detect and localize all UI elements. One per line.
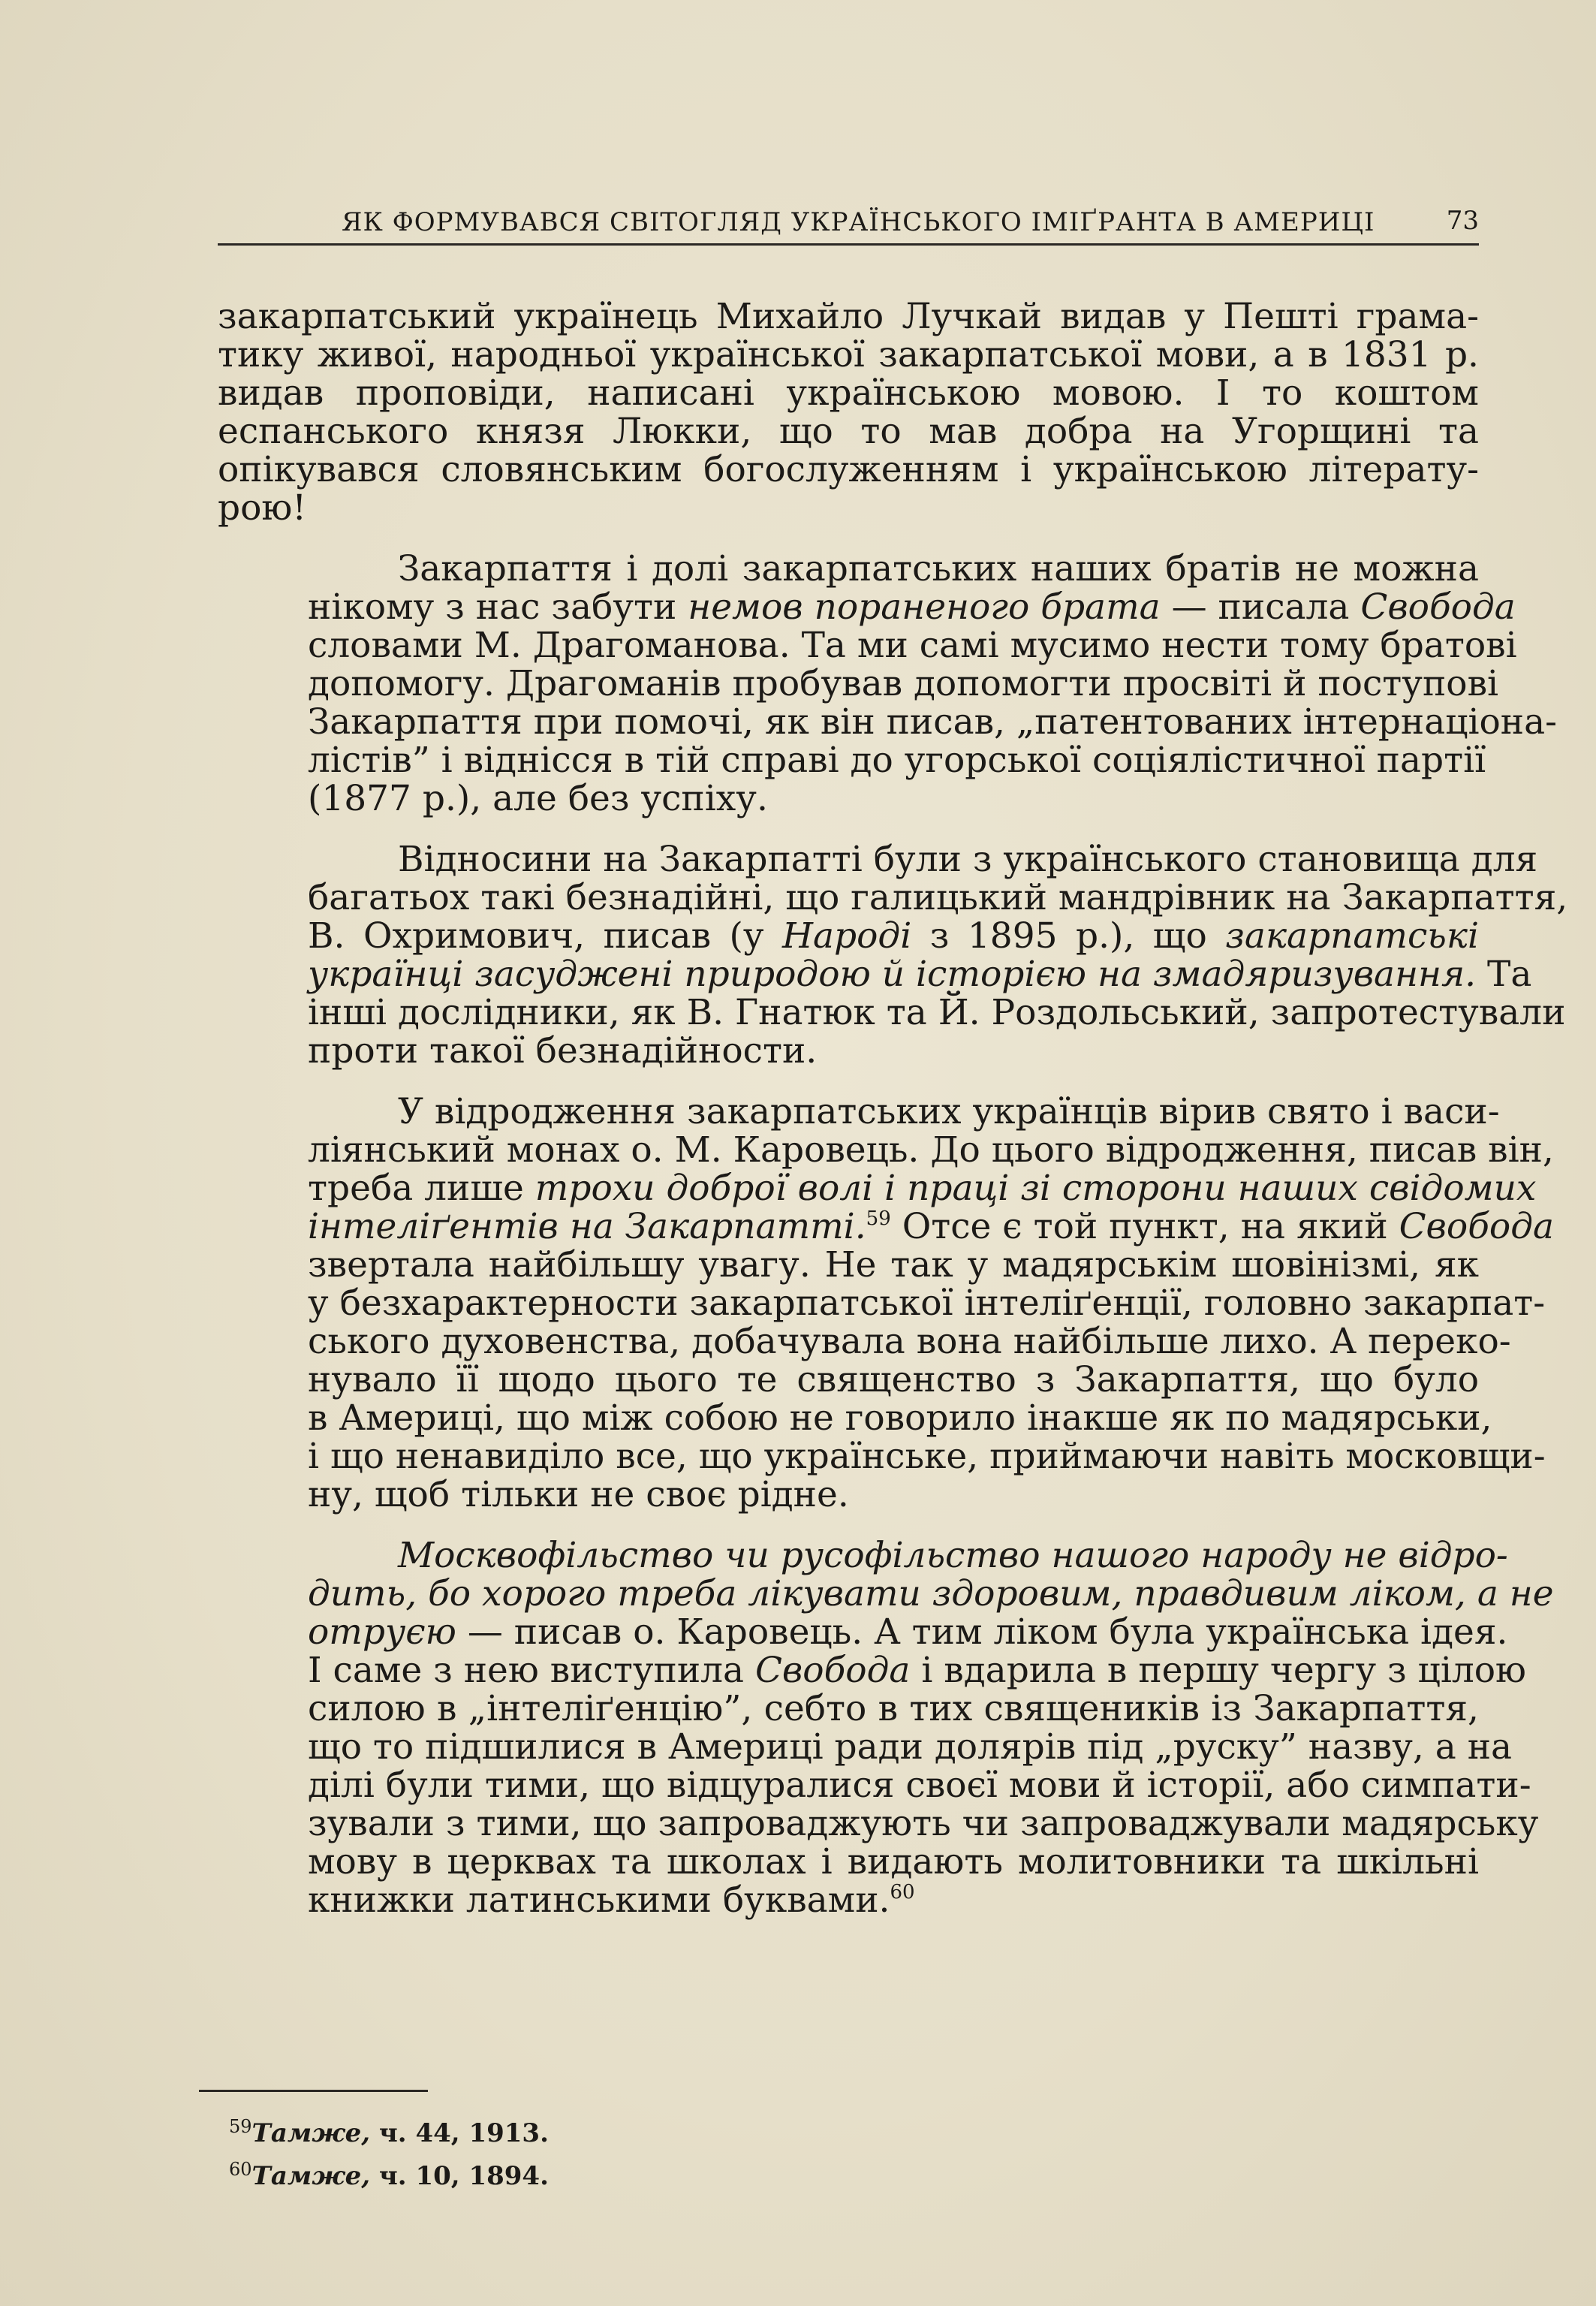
text-line bbox=[218, 1881, 1479, 1919]
italic-text: Народі bbox=[782, 915, 912, 957]
text-line bbox=[218, 992, 1566, 1033]
text-line bbox=[218, 1436, 1546, 1477]
italic-text: отруєю bbox=[308, 1611, 456, 1653]
text-line bbox=[218, 663, 1499, 704]
text-run: (1877 р.), але без успіху. bbox=[308, 778, 768, 819]
running-title: ЯК ФОРМУВАВСЯ СВІТОГЛЯД УКРАЇНСЬКОГО ІМІҐРАНТА В АМЕРИЦІ bbox=[342, 207, 1375, 237]
text-run: з 1895 р.), що bbox=[911, 915, 1226, 957]
text-run: ділі були тими, що відцуралися своєї мови й історії, або симпати- bbox=[308, 1765, 1531, 1806]
text-run: — писала bbox=[1160, 586, 1361, 628]
italic-text: трохи доброї волі і праці зі сторони наших свідомих bbox=[535, 1168, 1537, 1209]
footnote-detail: ч. 44, 1913. bbox=[370, 2118, 549, 2148]
italic-text: інтеліґентів на Закарпатті. bbox=[308, 1206, 866, 1247]
text-line bbox=[218, 1476, 1479, 1514]
text-run: еспанського князя Люкки, що то мав добра на Угорщині та bbox=[218, 411, 1479, 452]
text-line bbox=[218, 550, 1479, 588]
paragraph bbox=[218, 297, 1479, 527]
text-line bbox=[218, 839, 1538, 880]
footnote-source: Тамже, bbox=[251, 2118, 371, 2148]
text-line bbox=[218, 336, 1479, 374]
text-run: тику живої, народньої української закарпатської мови, а в 1831 р. bbox=[218, 334, 1479, 375]
text-line bbox=[218, 954, 1532, 995]
text-line bbox=[218, 1611, 1508, 1653]
text-run: у безхарактерности закарпатської інтеліґенції, головно закарпат- bbox=[308, 1283, 1546, 1324]
paragraph bbox=[218, 839, 1568, 1072]
text-line bbox=[218, 1283, 1546, 1324]
text-line bbox=[218, 1129, 1554, 1171]
text-line bbox=[218, 297, 1479, 336]
text-run: треба лише bbox=[308, 1168, 535, 1209]
text-line bbox=[218, 1032, 1479, 1070]
text-line bbox=[218, 489, 1479, 527]
text-run: Закарпаття і долі закарпатських наших братів не можна bbox=[398, 548, 1479, 589]
running-header bbox=[218, 201, 1479, 246]
text-run: нікому з нас забути bbox=[308, 586, 688, 628]
footnote-source: Тамже, bbox=[251, 2161, 371, 2191]
text-run: — писав о. Каровець. А тим ліком була українська ідея. bbox=[456, 1611, 1508, 1653]
text-run: що то підшилися в Америці ради долярів під „руску” назву, а на bbox=[308, 1726, 1513, 1768]
text-line bbox=[218, 1650, 1526, 1691]
text-run: інші дослідники, як В. Гнатюк та Й. Роздольський, запротестували bbox=[308, 992, 1566, 1033]
text-run: ліянський монах о. М. Каровець. До цього відродження, писав він, bbox=[308, 1129, 1554, 1171]
text-run: Та bbox=[1476, 954, 1532, 995]
text-run: проти такої безнадійности. bbox=[308, 1030, 818, 1072]
text-run: Закарпаття при помочі, як він писав, „патентованих інтернаціона- bbox=[308, 701, 1558, 743]
footnote-rule bbox=[199, 2090, 428, 2092]
text-line bbox=[218, 1573, 1554, 1614]
text-line bbox=[218, 1690, 1479, 1728]
text-run: опікувався словянським богослуженням і українською літерату- bbox=[218, 449, 1479, 490]
italic-text: закарпатські bbox=[1225, 915, 1479, 957]
italic-text: дить, бо хорого треба лікувати здоровим, правдивим ліком, а не bbox=[308, 1573, 1554, 1614]
italic-text: Свобода bbox=[1360, 586, 1516, 628]
text-run: У відродження закарпатських українців вірив свято і васи- bbox=[398, 1091, 1500, 1132]
text-run: книжки латинськими буквами. bbox=[308, 1879, 890, 1921]
text-line bbox=[218, 625, 1517, 666]
text-run: мову в церквах та школах і видають молитовники та шкільні bbox=[308, 1841, 1479, 1882]
body-text bbox=[218, 296, 1568, 1942]
footnote-59 bbox=[229, 2109, 549, 2151]
text-line bbox=[218, 1168, 1537, 1209]
text-line bbox=[218, 877, 1568, 918]
paragraph bbox=[218, 548, 1558, 819]
text-run: нувало її щодо цього те священство з Закарпаття, що було bbox=[308, 1359, 1479, 1400]
text-line bbox=[218, 740, 1486, 781]
text-line bbox=[218, 779, 1479, 818]
text-line bbox=[218, 374, 1479, 412]
text-line bbox=[218, 1091, 1500, 1132]
text-run: і вдарила в першу чергу з цілою bbox=[910, 1650, 1526, 1691]
text-run: словами М. Драгоманова. Та ми самі мусимо нести тому братові bbox=[308, 625, 1517, 666]
text-line bbox=[218, 1843, 1479, 1881]
text-run: рою! bbox=[218, 487, 307, 529]
text-run: закарпатський українець Михайло Лучкай видав у Пешті грама- bbox=[218, 296, 1479, 337]
text-line bbox=[218, 1246, 1479, 1284]
footnote-number: 59 bbox=[229, 2116, 252, 2137]
text-line bbox=[218, 701, 1558, 743]
text-run: силою в „інтеліґенцію”, себто в тих священиків із Закарпаття, bbox=[308, 1688, 1479, 1729]
text-line bbox=[218, 451, 1479, 489]
italic-text: українці засуджені природою й історією на змадяризування. bbox=[308, 954, 1477, 995]
text-run: видав проповіди, написані українською мовою. І то коштом bbox=[218, 372, 1479, 414]
text-run: Відносини на Закарпатті були з українського становища для bbox=[398, 839, 1538, 880]
paragraph bbox=[218, 1535, 1554, 1921]
text-run: зували з тими, що запроваджують чи запроваджували мадярську bbox=[308, 1803, 1539, 1844]
text-line bbox=[218, 1803, 1539, 1844]
footnote-number: 60 bbox=[229, 2159, 252, 2180]
footnote-ref: 60 bbox=[890, 1881, 915, 1904]
footnotes bbox=[229, 2109, 549, 2194]
text-run: і що ненавиділо все, що українське, приймаючи навіть московщи- bbox=[308, 1436, 1546, 1477]
text-line bbox=[218, 1726, 1513, 1768]
text-line bbox=[218, 1765, 1531, 1806]
italic-text: немов пораненого брата bbox=[688, 586, 1161, 628]
text-line bbox=[218, 1361, 1479, 1399]
text-run: В. Охримович, писав (у bbox=[308, 915, 783, 957]
text-line bbox=[218, 1397, 1492, 1439]
text-line bbox=[218, 1321, 1511, 1362]
text-line bbox=[218, 586, 1516, 628]
footnote-detail: ч. 10, 1894. bbox=[370, 2161, 549, 2191]
text-run: лістів” і віднісся в тій справі до угорської соціялістичної партії bbox=[308, 740, 1486, 781]
text-run: в Америці, що між собою не говорило інакше як по мадярськи, bbox=[308, 1397, 1492, 1439]
text-line bbox=[218, 1535, 1508, 1576]
paragraph bbox=[218, 1091, 1554, 1515]
page-number: 73 bbox=[1446, 206, 1479, 236]
text-run: І саме з нею виступила bbox=[308, 1650, 755, 1691]
text-run: ського духовенства, добачувала вона найбільше лихо. А переко- bbox=[308, 1321, 1511, 1362]
text-line bbox=[218, 412, 1479, 451]
text-line bbox=[218, 917, 1479, 955]
text-run: багатьох такі безнадійні, що галицький мандрівник на Закарпаття, bbox=[308, 877, 1568, 918]
footnote-60 bbox=[229, 2151, 549, 2194]
italic-text: Свобода bbox=[1399, 1206, 1554, 1247]
footnote-ref: 59 bbox=[866, 1207, 891, 1230]
italic-text: Москвофільство чи русофільство нашого народу не відро- bbox=[398, 1535, 1508, 1576]
text-line bbox=[218, 1206, 1554, 1247]
text-run: ну, щоб тільки не своє рідне. bbox=[308, 1474, 849, 1515]
text-run: допомогу. Драгоманів пробував допомогти просвіті й поступові bbox=[308, 663, 1499, 704]
italic-text: Свобода bbox=[754, 1650, 911, 1691]
text-run: звертала найбільшу увагу. Не так у мадярськім шовінізмі, як bbox=[308, 1244, 1479, 1286]
text-run: Отсе є той пункт, на який bbox=[890, 1206, 1399, 1247]
